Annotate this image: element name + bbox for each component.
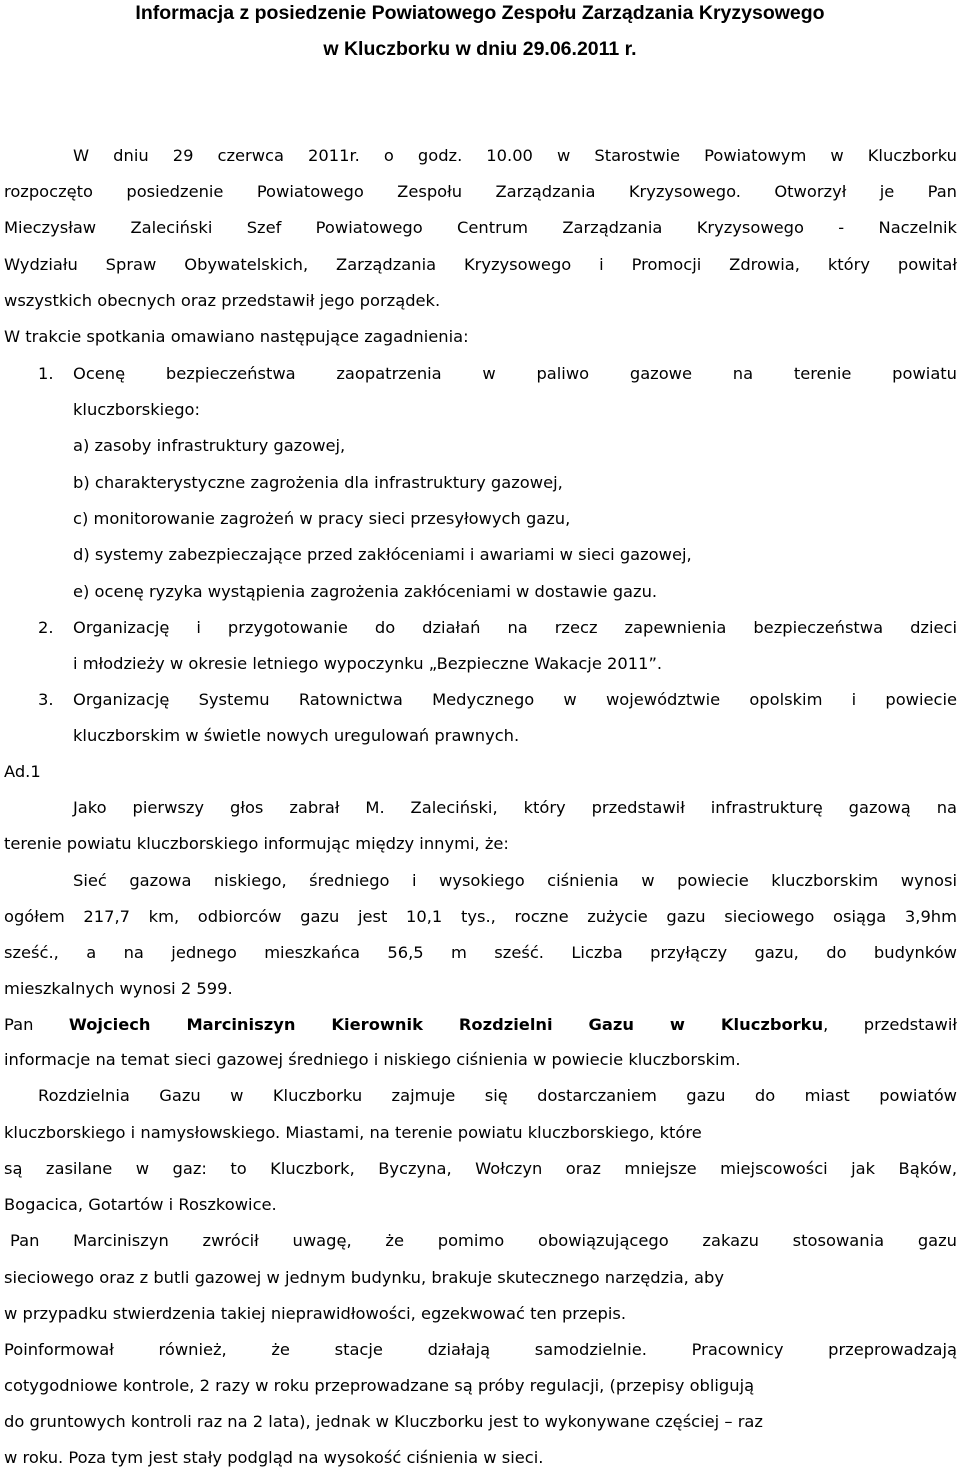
body-line: informacje na temat sieci gazowej średniego i niskiego ciśnienia w powiecie kluczborskim.: [4, 1050, 741, 1069]
body-line: Rozdzielnia Gazu w Kluczborku zajmuje się dostarczaniem gazu do miast powiatów: [38, 1086, 957, 1105]
body-line: w roku. Poza tym jest stały podgląd na wysokość ciśnienia w sieci.: [4, 1448, 544, 1467]
body-line: terenie powiatu kluczborskiego informując między innymi, że:: [4, 834, 509, 853]
body-line: Bogacica, Gotartów i Roszkowice.: [4, 1195, 277, 1214]
body-line: Jako pierwszy głos zabrał M. Zaleciński, który przedstawił infrastrukturę gazową na: [73, 798, 957, 817]
intro-line: W dniu 29 czerwca 2011r. o godz. 10.00 w Starostwie Powiatowym w Kluczborku: [73, 146, 957, 165]
body-line: cotygodniowe kontrole, 2 razy w roku przeprowadzane są próby regulacji, (przepisy obligują: [4, 1376, 755, 1395]
body-line: są zasilane w gaz: to Kluczbork, Byczyna, Wołczyn oraz mniejsze miejscowości jak Bąków,: [4, 1159, 957, 1178]
speaker-suffix: , przedstawił: [823, 1015, 957, 1034]
agenda-item-line: Ocenę bezpieczeństwa zaopatrzenia w paliwo gazowe na terenie powiatu: [73, 364, 957, 383]
body-line: mieszkalnych wynosi 2 599.: [4, 979, 233, 998]
agenda-number: 3.: [38, 690, 54, 709]
agenda-item-line: kluczborskim w świetle nowych uregulowań prawnych.: [73, 726, 520, 745]
agenda-number: 2.: [38, 618, 54, 637]
agenda-subitem: d) systemy zabezpieczające przed zakłóceniami i awariami w sieci gazowej,: [73, 545, 692, 564]
section-label-ad1: Ad.1: [4, 762, 41, 781]
speaker-name: Wojciech Marciniszyn Kierownik Rozdzielni Gazu w Kluczborku: [68, 1015, 824, 1034]
agenda-subitem: b) charakterystyczne zagrożenia dla infrastruktury gazowej,: [73, 473, 563, 492]
intro-line: Mieczysław Zaleciński Szef Powiatowego Centrum Zarządzania Kryzysowego - Naczelnik: [4, 218, 957, 237]
agenda-item-line: i młodzieży w okresie letniego wypoczynku „Bezpieczne Wakacje 2011”.: [73, 654, 663, 673]
agenda-subitem: c) monitorowanie zagrożeń w pracy sieci przesyłowych gazu,: [73, 509, 571, 528]
body-line: sześć., a na jednego mieszkańca 56,5 m sześć. Liczba przyłączy gazu, do budynków: [4, 943, 957, 962]
speaker-line: [4, 1015, 957, 1035]
body-line: Pan Marciniszyn zwrócił uwagę, że pomimo obowiązującego zakazu stosowania gazu: [10, 1231, 957, 1250]
intro-line: wszystkich obecnych oraz przedstawił jego porządek.: [4, 291, 441, 310]
body-line: sieciowego oraz z butli gazowej w jednym budynku, brakuje skutecznego narzędzia, aby: [4, 1268, 724, 1287]
document-title-line-1: Informacja z posiedzenie Powiatowego Zespołu Zarządzania Kryzysowego: [135, 2, 825, 24]
agenda-subitem: a) zasoby infrastruktury gazowej,: [73, 436, 346, 455]
agenda-number: 1.: [38, 364, 54, 383]
body-line: Poinformował również, że stacje działają samodzielnie. Pracownicy przeprowadzają: [4, 1340, 957, 1359]
agenda-intro: W trakcie spotkania omawiano następujące zagadnienia:: [4, 327, 469, 346]
intro-line: rozpoczęto posiedzenie Powiatowego Zespołu Zarządzania Kryzysowego. Otworzył je Pan: [4, 182, 957, 201]
body-line: do gruntowych kontroli raz na 2 lata), jednak w Kluczborku jest to wykonywane częściej – raz: [4, 1412, 763, 1431]
agenda-subitem: e) ocenę ryzyka wystąpienia zagrożenia zakłóceniami w dostawie gazu.: [73, 582, 658, 601]
agenda-item-line: Organizację i przygotowanie do działań na rzecz zapewnienia bezpieczeństwa dzieci: [73, 618, 957, 637]
agenda-item-line: Organizację Systemu Ratownictwa Medycznego w województwie opolskim i powiecie: [73, 690, 957, 709]
speaker-prefix: Pan: [4, 1015, 34, 1034]
body-line: ogółem 217,7 km, odbiorców gazu jest 10,1 tys., roczne zużycie gazu sieciowego osiąga 3,9hm: [4, 907, 957, 926]
document-title-line-2: w Kluczborku w dniu 29.06.2011 r.: [323, 38, 637, 60]
body-line: kluczborskiego i namysłowskiego. Miastami, na terenie powiatu kluczborskiego, które: [4, 1123, 702, 1142]
intro-line: Wydziału Spraw Obywatelskich, Zarządzania Kryzysowego i Promocji Zdrowia, który powitał: [4, 255, 957, 274]
agenda-item-line: kluczborskiego:: [73, 400, 200, 419]
body-line: w przypadku stwierdzenia takiej nieprawidłowości, egzekwować ten przepis.: [4, 1304, 627, 1323]
body-line: Sieć gazowa niskiego, średniego i wysokiego ciśnienia w powiecie kluczborskim wynosi: [73, 871, 957, 890]
